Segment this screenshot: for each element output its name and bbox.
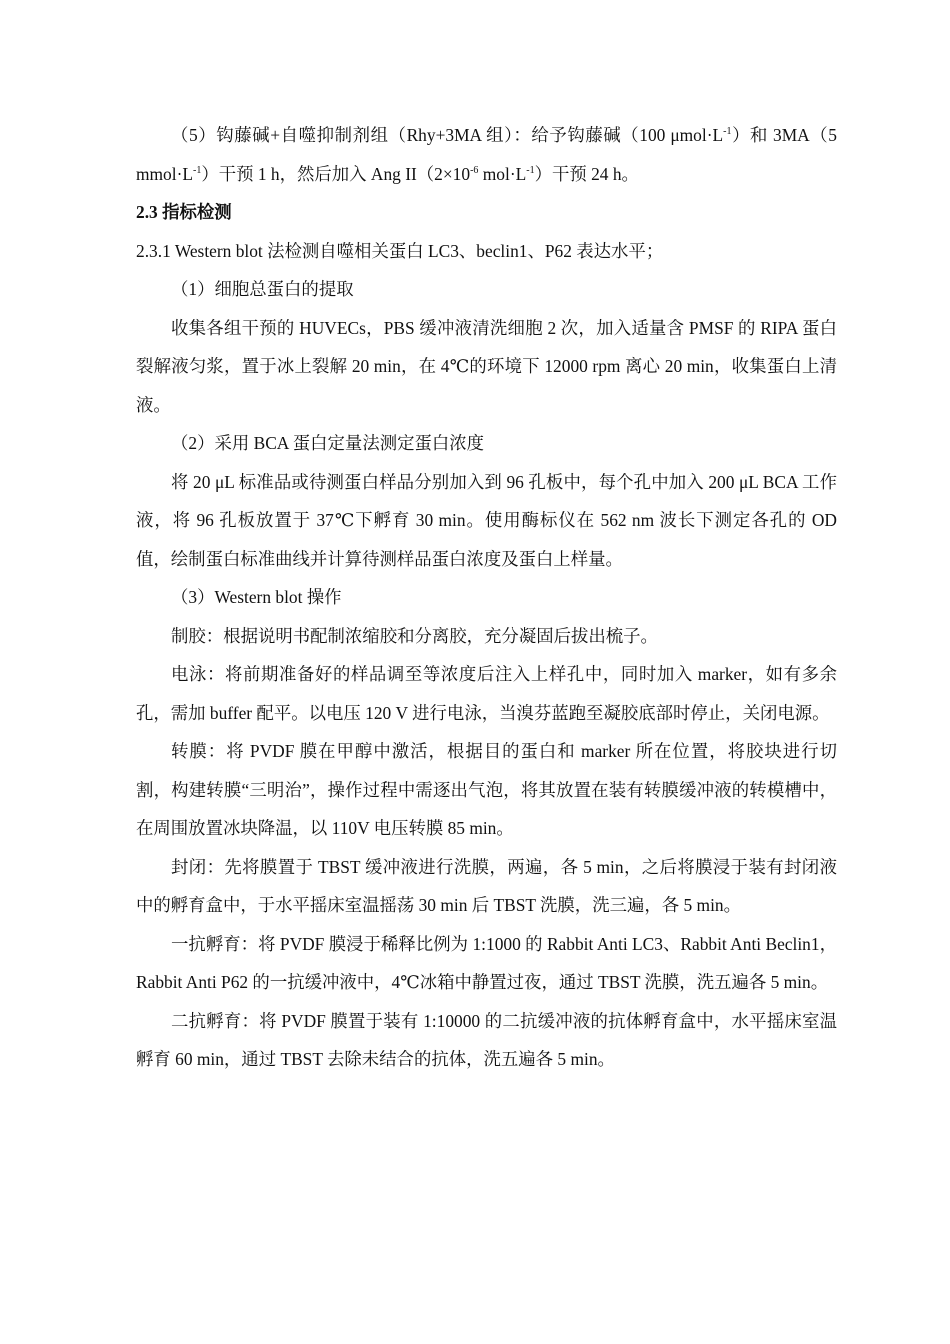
blocking-paragraph: 封闭：先将膜置于 TBST 缓冲液进行洗膜，两遍，各 5 min，之后将膜浸于装有封闭液中的孵育盒中，于水平摇床室温摇荡 30 min 后 TBST 洗膜，洗三遍，各 5 min。 bbox=[136, 856, 837, 915]
group-5-text-e: ）干预 24 h。 bbox=[534, 163, 639, 184]
step-2-title: （2）采用 BCA 蛋白定量法测定蛋白浓度 bbox=[171, 433, 485, 453]
superscript: -1 bbox=[723, 126, 732, 137]
superscript: -1 bbox=[526, 164, 535, 176]
primary-antibody-paragraph: 一抗孵育：将 PVDF 膜浸于稀释比例为 1:1000 的 Rabbit Anti LC3、Rabbit Anti Beclin1，Rabbit Anti P62 的一抗缓冲液中，4℃冰箱中静置过夜，通过 TBST 洗膜，洗五遍各 5 min。 bbox=[136, 933, 837, 992]
group-5-text-b: ）和 3MA（5 mmol·L bbox=[136, 125, 837, 184]
electrophoresis-paragraph: 电泳：将前期准备好的样品调至等浓度后注入上样孔中，同时加入 marker，如有多余孔，需加 buffer 配平。以电压 120 V 进行电泳，当溴芬蓝跑至凝胶底部时停止，关闭电源。 bbox=[136, 664, 837, 723]
step-1-paragraph: 收集各组干预的 HUVECs，PBS 缓冲液清洗细胞 2 次，加入适量含 PMSF 的 RIPA 蛋白裂解液匀浆，置于冰上裂解 20 min，在 4℃的环境下 12000 rpm 离心 20 min，收集蛋白上清液。 bbox=[136, 317, 837, 415]
superscript: -1 bbox=[193, 164, 202, 176]
gel-paragraph: 制胶：根据说明书配制浓缩胶和分离胶，充分凝固后拔出梳子。 bbox=[171, 625, 658, 646]
step-2-paragraph: 将 20 μL 标准品或待测蛋白样品分别加入到 96 孔板中，每个孔中加入 200 μL BCA 工作液，将 96 孔板放置于 37℃下孵育 30 min。使用酶标仪在 562 nm 波长下测定各孔的 OD 值，绘制蛋白标准曲线并计算待测样品蛋白浓度及蛋白上样量。 bbox=[136, 471, 837, 569]
subsection-heading-2-3-1: 2.3.1 Western blot 法检测自噬相关蛋白 LC3、beclin1、P62 表达水平； bbox=[136, 240, 664, 261]
transfer-paragraph: 转膜：将 PVDF 膜在甲醇中激活，根据目的蛋白和 marker 所在位置，将胶块进行切割，构建转膜“三明治”，操作过程中需逐出气泡，将其放置在装有转膜缓冲液的转模槽中，在周围放置冰块降温，以 110V 电压转膜 85 min。 bbox=[136, 741, 837, 838]
document-page bbox=[136, 116, 837, 1079]
group-5-text-d: mol·L bbox=[478, 163, 527, 184]
secondary-antibody-paragraph: 二抗孵育：将 PVDF 膜置于装有 1:10000 的二抗缓冲液的抗体孵育盒中，水平摇床室温孵育 60 min，通过 TBST 去除未结合的抗体，洗五遍各 5 min。 bbox=[136, 1010, 837, 1069]
step-1-title: （1）细胞总蛋白的提取 bbox=[171, 279, 354, 299]
superscript: -6 bbox=[470, 164, 479, 176]
group-5-text-a: （5）钩藤碱+自噬抑制剂组（Rhy+3MA 组）：给予钩藤碱（100 μmol·L bbox=[171, 125, 724, 145]
group-5-paragraph bbox=[136, 116, 837, 193]
step-3-title: （3）Western blot 操作 bbox=[171, 587, 342, 607]
group-5-text-c: ）干预 1 h，然后加入 Ang II（2×10 bbox=[201, 163, 471, 184]
section-heading-2-3: 2.3 指标检测 bbox=[136, 202, 232, 222]
